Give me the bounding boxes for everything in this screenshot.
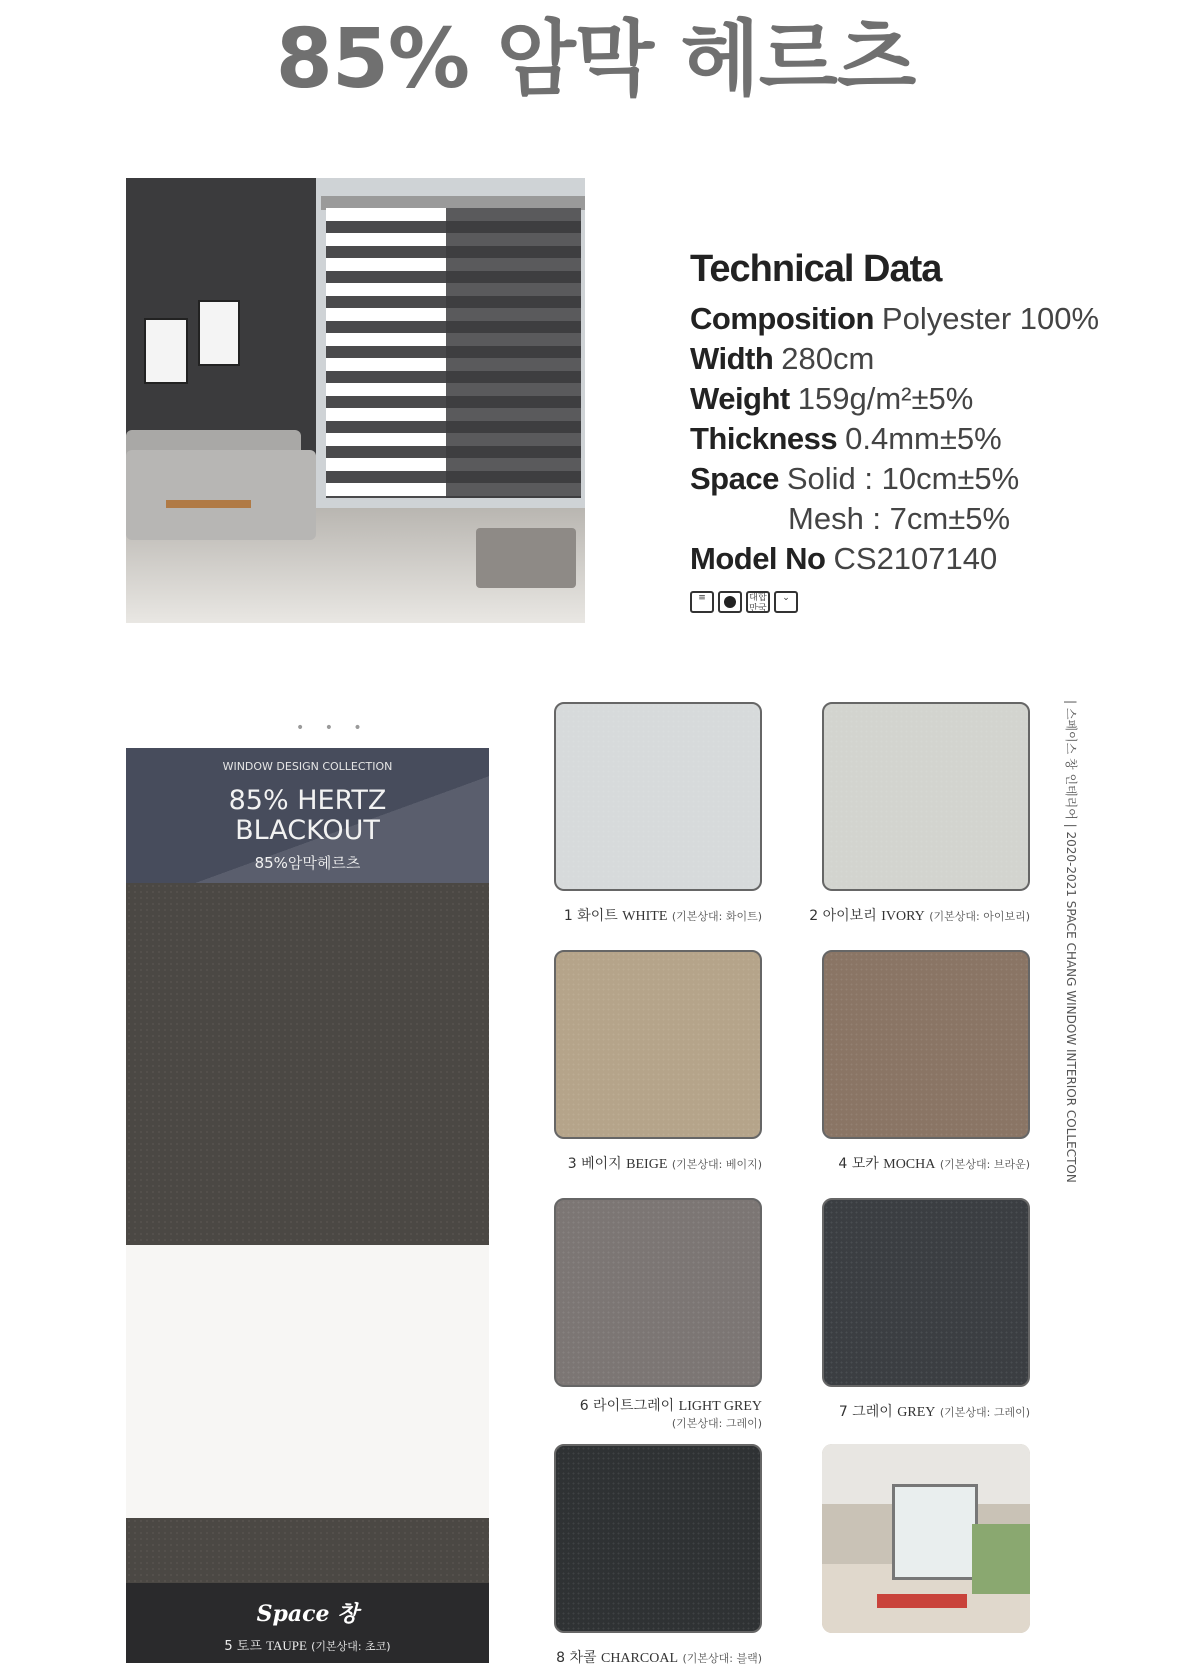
vertical-collection-label: | 스페이스 창 인테리어 | 2020-2021 SPACE CHANG WINDOW INTERIOR COLLECTON <box>1064 700 1078 1183</box>
handwash-icon: ≡ <box>690 591 714 613</box>
cafe-interior-photo <box>822 1444 1030 1633</box>
dry-clean-korean-icon: 대합만국 <box>746 591 770 613</box>
swatch-light-grey <box>554 1198 762 1387</box>
book-footer <box>126 1583 489 1663</box>
swatch-charcoal <box>554 1444 762 1633</box>
caption-beige: 3 베이지 BEIGE (기본상대: 베이지) <box>567 1156 762 1172</box>
caption-ivory: 2 아이보리 IVORY (기본상대: 아이보리) <box>809 908 1030 924</box>
white-blind <box>326 208 446 498</box>
book-title-en: 85% HERTZ BLACKOUT <box>228 785 387 846</box>
book-label: 5 토프 TAUPE (기본상대: 초코) <box>224 1638 391 1654</box>
spec-composition: Composition Polyester 100% <box>690 301 1100 336</box>
caption-light-grey: 6 라이트그레이 LIGHT GREY (기본상대: 그레이) <box>579 1398 762 1430</box>
picture-frame <box>198 300 240 366</box>
swatch-white <box>554 702 762 891</box>
swatch-mocha <box>822 950 1030 1139</box>
book-collection: WINDOW DESIGN COLLECTION <box>222 760 393 773</box>
book-title-ko: 85%암막헤르츠 <box>254 854 361 872</box>
fabric-sample-dark <box>126 883 489 1245</box>
care-icons <box>690 591 1160 613</box>
caption-mocha: 4 모카 MOCHA (기본상대: 브라운) <box>838 1156 1030 1172</box>
book-header <box>126 748 489 883</box>
spec-space: Space Solid : 10cm±5% <box>690 461 1020 496</box>
technical-data <box>690 248 1160 613</box>
caption-white: 1 화이트 WHITE (기본상대: 화이트) <box>563 908 762 924</box>
fabric-sample-dark-bottom <box>126 1518 489 1583</box>
picture-frame <box>144 318 188 384</box>
spec-width: Width 280cm <box>690 341 875 376</box>
spec-thickness: Thickness 0.4mm±5% <box>690 421 1002 456</box>
spec-weight: Weight 159g/m²±5% <box>690 381 974 416</box>
spec-model: Model No CS2107140 <box>690 541 998 576</box>
caption-charcoal: 8 차콜 CHARCOAL (기본상대: 블랙) <box>556 1650 762 1666</box>
sofa <box>126 450 316 540</box>
ottoman <box>476 528 576 588</box>
wash-basin-icon: ⌄ <box>774 591 798 613</box>
dry-dot-icon <box>718 591 742 613</box>
dots-decoration: • • • <box>296 720 370 736</box>
side-table <box>166 500 251 508</box>
page-title: 85% 암막 헤르츠 <box>275 12 916 107</box>
swatch-ivory <box>822 702 1030 891</box>
brand-logo: Space 창 <box>256 1601 359 1627</box>
dark-blind <box>446 208 581 498</box>
spec-mesh: Mesh : 7cm±5% <box>788 501 1011 536</box>
swatch-grey <box>822 1198 1030 1387</box>
swatch-beige <box>554 950 762 1139</box>
caption-grey: 7 그레이 GREY (기본상대: 그레이) <box>838 1404 1030 1420</box>
living-room-photo <box>126 178 585 623</box>
sample-book <box>126 748 489 1663</box>
fabric-sample-light <box>126 1245 489 1518</box>
technical-heading: Technical Data <box>690 248 942 290</box>
